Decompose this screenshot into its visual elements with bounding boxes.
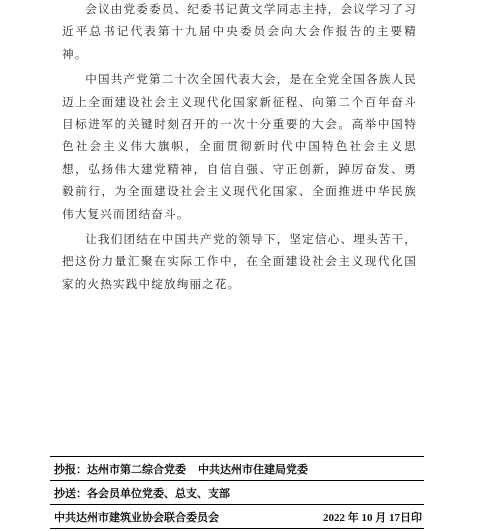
cc-send-label: 抄送：: [54, 487, 87, 500]
cc-report-row: [50, 457, 424, 480]
issuer-row: [50, 505, 424, 528]
document-footer: [50, 456, 424, 529]
paragraph-congress-significance: 中国共产党第二十次全国代表大会，是在全党全国各族人民迈上全面建设社会主义现代化国家新征程、向第二个百年奋斗目标进军的关键时刻召开的一次十分重要的大会。高举中国特色社会主义伟大旗帜，全面贯彻新时代中国特色社会主义思想，弘扬伟大建党精神，自信自强、守正创新，踔厉奋发、勇毅前行，为全面建设社会主义现代化国家、全面推进中华民族伟大复兴而团结奋斗。: [62, 72, 417, 221]
cc-report-recipient-2: 中共达州市住建局党委: [198, 463, 308, 476]
footer-bottom-rule: [50, 528, 424, 529]
cc-report-label: 抄报：: [54, 463, 87, 476]
cc-send-recipients: 各会员单位党委、总支、支部: [87, 487, 230, 500]
print-date: 2022 年 10 月 17日印: [323, 511, 422, 524]
issuer-name: 中共达州市建筑业协会联合委员会: [54, 511, 219, 524]
cc-send-row: [50, 481, 424, 504]
document-body: [62, 0, 417, 295]
paragraph-meeting-summary: 会议由党委委员、纪委书记黄文学同志主持，会议学习了习近平总书记代表第十九届中央委员会向大会作报告的主要精神。: [62, 2, 417, 61]
cc-report-recipient-1: 达州市第二综合党委: [87, 463, 186, 476]
paragraph-closing-call: 让我们团结在中国共产党的领导下，坚定信心、埋头苦干，把这份力量汇聚在实际工作中，在全面建设社会主义现代化国家的火热实践中绽放绚丽之花。: [62, 232, 417, 291]
